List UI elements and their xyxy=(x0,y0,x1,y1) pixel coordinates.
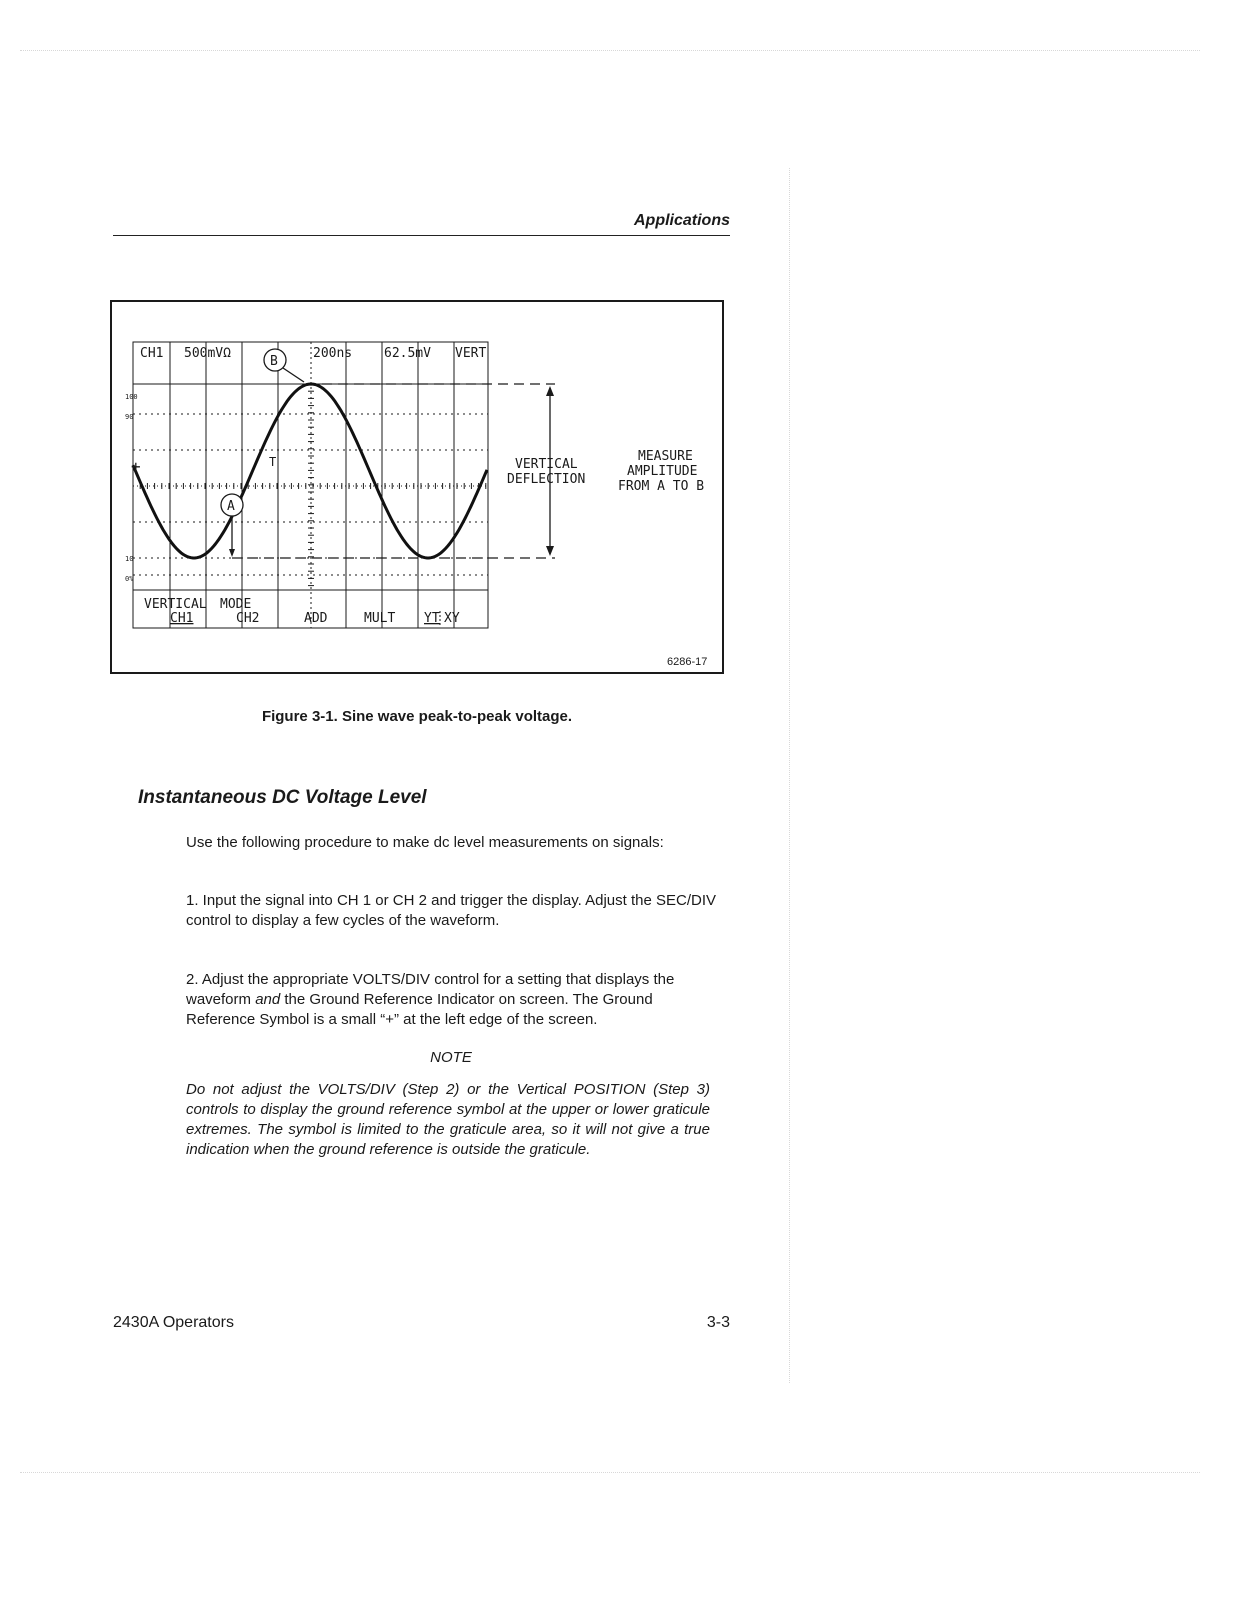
measure-label-line3: FROM A TO B xyxy=(618,479,705,494)
readout-volts-div: 500mVΩ xyxy=(184,346,231,361)
oscilloscope-figure xyxy=(110,300,724,674)
readout-vert: VERT xyxy=(455,346,487,361)
marker-a-label: A xyxy=(227,499,235,514)
running-header: Applications xyxy=(633,212,730,229)
note-title: NOTE xyxy=(430,1049,472,1066)
ground-reference-symbol: + xyxy=(131,457,141,476)
step-2-paragraph xyxy=(186,970,716,1030)
footer-manual-name: 2430A Operators xyxy=(113,1314,234,1331)
readout-mode: MODE xyxy=(220,597,252,612)
readout-mode-mult: MULT xyxy=(364,611,396,626)
readout-vertical: VERTICAL xyxy=(144,597,207,612)
readout-mode-add: ADD xyxy=(304,611,328,626)
note-body: Do not adjust the VOLTS/DIV (Step 2) or the Vertical POSITION (Step 3) controls to display the ground reference symbol at the upper or lower graticule extremes. The symbol is limited to the graticule area, so it will not give a true indication when the ground reference is outside the graticule. xyxy=(186,1081,710,1158)
step-1-paragraph: 1. Input the signal into CH 1 or CH 2 and trigger the display. Adjust the SEC/DIV control to display a few cycles of the waveform. xyxy=(186,892,717,929)
readout-mode-xy: XY xyxy=(444,611,460,626)
scale-label-100: 100 xyxy=(125,393,138,401)
deflection-label-line2: DEFLECTION xyxy=(507,472,586,487)
section-heading: Instantaneous DC Voltage Level xyxy=(138,787,427,808)
readout-time-div: 200ns xyxy=(313,346,353,361)
scale-label-10: 10 xyxy=(125,555,134,563)
readout-mode-yt: YT xyxy=(424,611,440,626)
scale-label-90: 90 xyxy=(125,413,134,421)
readout-mode-ch2: CH2 xyxy=(236,611,260,626)
readout-cursor-delta: 62.5mV xyxy=(384,346,431,361)
readout-ch1: CH1 xyxy=(140,346,164,361)
header-rule xyxy=(113,235,730,236)
step-2-emphasis: and xyxy=(255,991,281,1008)
step-2-text-b: the Ground Reference Indicator on screen. The Ground Reference Symbol is a small “+” at the left edge of the screen. xyxy=(186,991,653,1028)
figure-caption: Figure 3-1. Sine wave peak-to-peak voltage. xyxy=(261,708,573,725)
scan-line-top xyxy=(20,50,1200,51)
scale-label-0: 0% xyxy=(125,575,134,583)
readout-mode-ch1: CH1 xyxy=(170,611,194,626)
deflection-label-line1: VERTICAL xyxy=(515,457,578,472)
measure-label-line2: AMPLITUDE xyxy=(627,464,698,479)
figure-3-1 xyxy=(110,300,724,674)
footer-page-number: 3-3 xyxy=(706,1314,730,1331)
figure-id: 6286-17 xyxy=(667,656,708,668)
measure-label-line1: MEASURE xyxy=(638,449,693,464)
marker-b-label: B xyxy=(270,354,278,369)
trigger-mark: T xyxy=(269,455,277,469)
scan-line-bottom xyxy=(20,1472,1200,1473)
scan-line-right xyxy=(789,168,790,1383)
intro-paragraph: Use the following procedure to make dc level measurements on signals: xyxy=(186,834,664,851)
step-2-text-a: 2. Adjust the appropriate VOLTS/DIV control for a setting that displays the waveform xyxy=(186,971,675,1008)
